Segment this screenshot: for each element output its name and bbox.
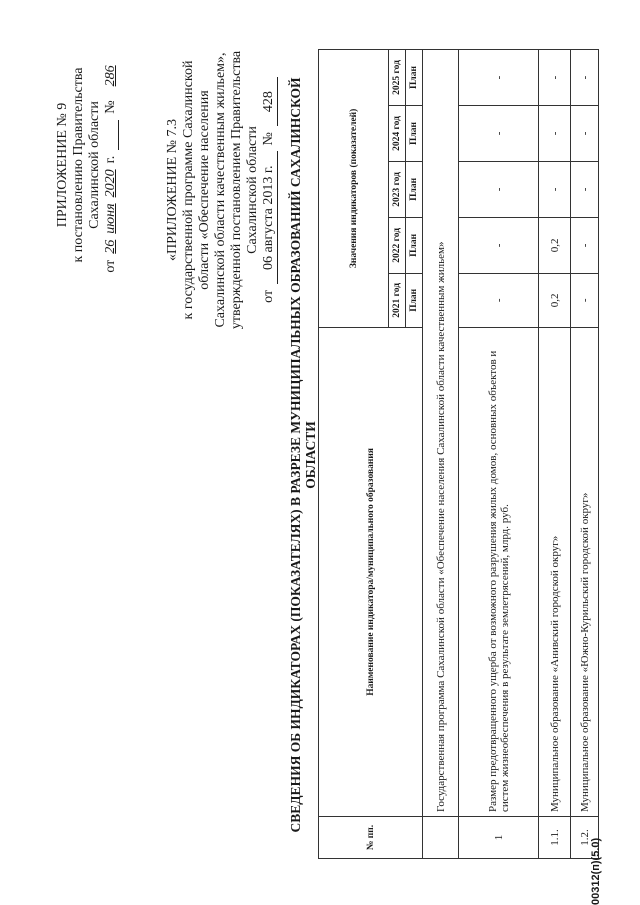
appendix-7-3-line1: к государственной программе Сахалинской bbox=[181, 60, 196, 320]
row-value: - bbox=[571, 273, 599, 327]
appendix-9-line1: к постановлению Правительства bbox=[71, 67, 86, 263]
appendix-9-month: июня bbox=[103, 203, 118, 234]
appendix-7-3-line2: области «Обеспечение населения bbox=[197, 90, 212, 290]
row-num: 1 bbox=[459, 817, 539, 859]
appendix-7-3-from-label: от bbox=[261, 289, 276, 303]
header-plan: План bbox=[406, 161, 423, 217]
appendix-7-3-line4: утвержденной постановлением Правительства bbox=[229, 50, 244, 330]
table-row bbox=[539, 50, 571, 859]
row-value: - bbox=[459, 50, 539, 106]
row-value: - bbox=[571, 105, 599, 161]
appendix-9-from-label: от bbox=[103, 259, 118, 273]
appendix-9-no-label: № bbox=[103, 100, 118, 114]
row-value: - bbox=[459, 105, 539, 161]
header-year: 2022 год bbox=[389, 217, 406, 273]
row-value: - bbox=[459, 217, 539, 273]
appendix-9-header bbox=[55, 35, 119, 295]
header-plan: План bbox=[406, 50, 423, 106]
appendix-7-3-no-label: № bbox=[261, 132, 276, 146]
program-title: Государственная программа Сахалинской области «Обеспечение населения Сахалинской области качественным жильем» bbox=[423, 50, 459, 817]
row-num: 1.2. bbox=[571, 817, 599, 859]
row-value: 0,2 bbox=[539, 217, 571, 273]
appendix-9-year-suffix: г. bbox=[103, 155, 118, 164]
appendix-7-3-line5: Сахалинской области bbox=[245, 126, 260, 254]
blank-line bbox=[103, 120, 119, 150]
header-num: № пп. bbox=[319, 817, 423, 859]
row-num: 1.1. bbox=[539, 817, 571, 859]
document-title-line2: ОБЛАСТИ bbox=[303, 421, 318, 489]
document-title bbox=[288, 65, 318, 845]
document-code: 00312(п)(5.0) bbox=[590, 837, 602, 905]
table-program-row bbox=[423, 50, 459, 859]
row-value: - bbox=[571, 161, 599, 217]
row-value: - bbox=[459, 161, 539, 217]
appendix-9-year: 2020 bbox=[103, 169, 118, 198]
row-value: - bbox=[571, 50, 599, 106]
header-year: 2023 год bbox=[389, 161, 406, 217]
appendix-9-day: 26 bbox=[103, 239, 118, 254]
header-plan: План bbox=[406, 105, 423, 161]
document-title-line1: СВЕДЕНИЯ ОБ ИНДИКАТОРАХ (ПОКАЗАТЕЛЯХ) В РАЗРЕЗЕ МУНИЦИПАЛЬНЫХ ОБРАЗОВАНИЙ САХАЛИНСКОЙ bbox=[288, 77, 303, 833]
row-value: - bbox=[571, 217, 599, 273]
appendix-9-line2: Сахалинской области bbox=[87, 101, 102, 229]
row-value: - bbox=[539, 50, 571, 106]
row-name: Муниципальное образование «Анивский городской округ» bbox=[539, 327, 571, 816]
header-values: Значения индикаторов (показателей) bbox=[319, 50, 389, 328]
table-row bbox=[571, 50, 599, 859]
header-plan: План bbox=[406, 217, 423, 273]
appendix-7-3-title: «ПРИЛОЖЕНИЕ № 7.3 bbox=[165, 119, 180, 261]
header-year: 2021 год bbox=[389, 273, 406, 327]
header-year: 2024 год bbox=[389, 105, 406, 161]
row-name: Муниципальное образование «Южно-Курильский городской округ» bbox=[571, 327, 599, 816]
appendix-7-3-line3: Сахалинской области качественным жильем», bbox=[213, 52, 228, 328]
appendix-9-title: ПРИЛОЖЕНИЕ № 9 bbox=[55, 102, 70, 228]
appendix-7-3-date-row bbox=[261, 35, 278, 345]
table-header-row bbox=[319, 50, 389, 859]
header-name: Наименование индикатора/муниципального образования bbox=[319, 327, 423, 816]
appendix-7-3-number: 428 bbox=[261, 77, 278, 126]
row-value: - bbox=[539, 105, 571, 161]
header-plan: План bbox=[406, 273, 423, 327]
indicators-table bbox=[318, 49, 599, 859]
appendix-9-date-row bbox=[103, 35, 119, 295]
header-year: 2025 год bbox=[389, 50, 406, 106]
appendix-7-3-header bbox=[165, 35, 278, 345]
appendix-9-number: 286 bbox=[103, 65, 118, 87]
row-value: - bbox=[459, 273, 539, 327]
row-value: - bbox=[539, 161, 571, 217]
program-num-cell bbox=[423, 817, 459, 859]
row-name: Размер предотвращенного ущерба от возможного разрушения жилых домов, основных объектов и систем жизнеобеспечения в результате землетрясений, млрд. руб. bbox=[459, 327, 539, 816]
row-value: 0,2 bbox=[539, 273, 571, 327]
table-row bbox=[459, 50, 539, 859]
appendix-7-3-date: 06 августа 2013 г. bbox=[261, 151, 278, 283]
